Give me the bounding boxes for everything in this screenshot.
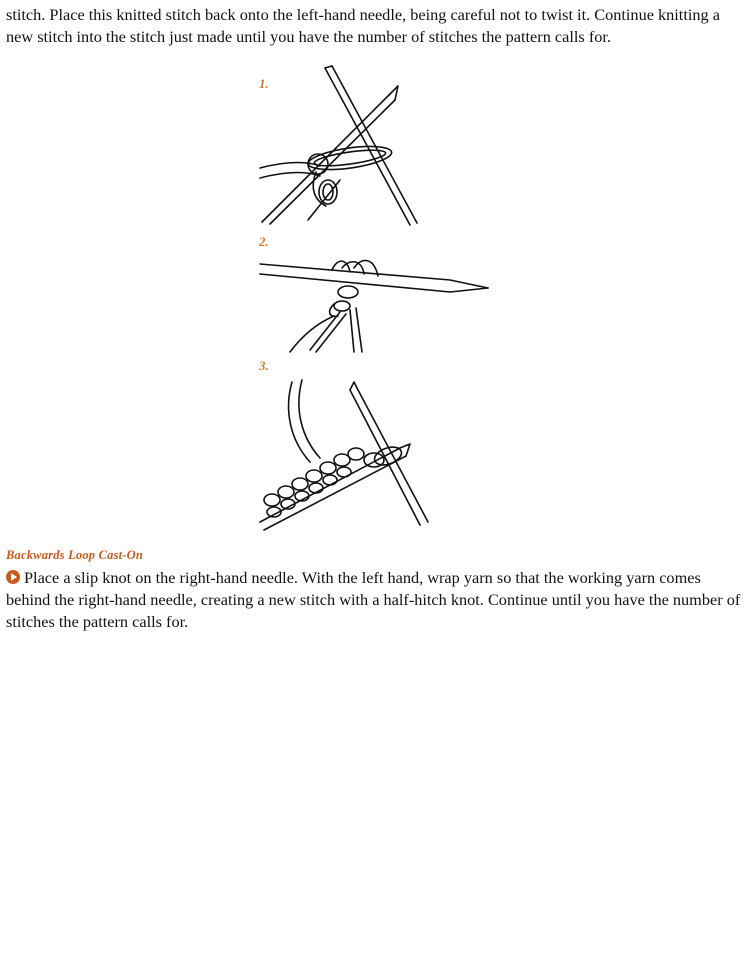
knitting-illustration	[250, 60, 510, 535]
section-heading: Backwards Loop Cast-On	[6, 548, 144, 562]
step-2-label: 2.	[259, 234, 269, 249]
step-1-label: 1.	[259, 76, 269, 91]
section-body-text: Place a slip knot on the right-hand needle. With the left hand, wrap yarn so that the working yarn comes behind the right-hand needle, creating a new stitch with a half-hitch knot. Continue until you have the number of stitches the pattern calls for.	[6, 568, 741, 631]
intro-paragraph: stitch. Place this knitted stitch back onto the left-hand needle, being careful not to twist it. Continue knitting a new stitch into the stitch just made until you have the number of stitches the pattern calls for.	[6, 5, 720, 46]
step-3-label: 3.	[259, 358, 269, 373]
arrow-right-circle-icon	[6, 570, 20, 584]
step-2-illustration	[260, 260, 488, 352]
step-3-illustration	[260, 380, 428, 530]
section-body	[6, 567, 746, 633]
step-1-illustration	[260, 66, 417, 225]
